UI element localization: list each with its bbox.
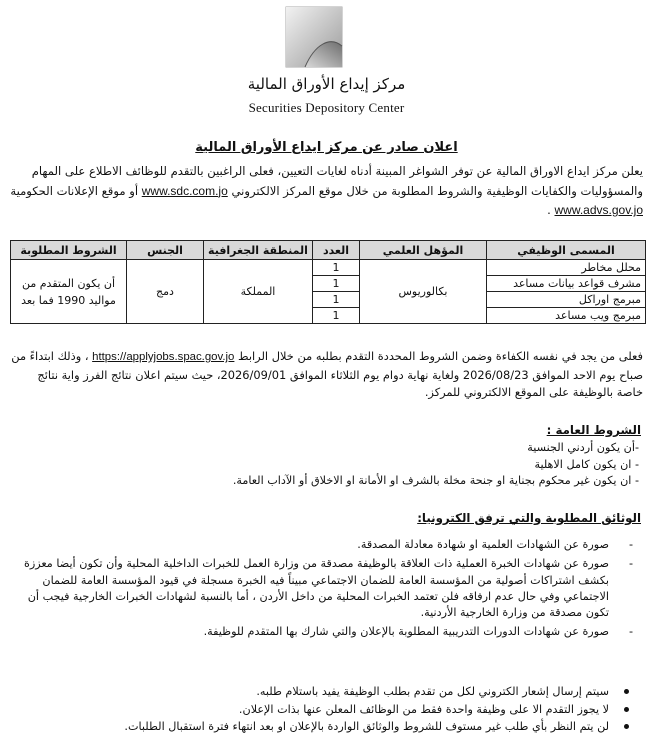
deadline-text-b: ، وذلك ابتداءً من صباح يوم الاحد الموافق 2026/08/23 ولغاية نهاية دوام يوم الثلاثاء الموافق 2026/09/01، حيث سيتم اعلان نتائج الفرز واية نتائج خاصة بالوظيفة على الموقع الالكتروني للمركز. (11, 349, 643, 399)
org-name-arabic: مركز إيداع الأوراق المالية (247, 75, 406, 93)
list-item (10, 718, 609, 736)
document-text: صورة عن شهادات الدورات التدريبية المطلوبة بالإعلان والتي شارك بها المتقدم للوظيفة. (203, 625, 609, 639)
count-cell: 1 (313, 292, 360, 308)
list-item (10, 556, 633, 621)
announcement-title: اعلان صادر عن مركز ايداع الأوراق المالية (195, 140, 458, 155)
count-cell: 1 (313, 260, 360, 276)
job-title-cell: مشرف قواعد بيانات مساعد (487, 276, 646, 292)
intro-mid-text: أو موقع الإعلانات الحكومية (10, 183, 139, 198)
job-title-cell: مبرمج اوراكل (487, 292, 646, 308)
dash-bullet-icon: - (628, 557, 633, 571)
qualification-cell: بكالوريوس (360, 260, 487, 324)
list-item (10, 683, 609, 701)
list-item: - ان يكون كامل الاهلية (534, 457, 639, 471)
gov-ads-website-link[interactable]: www.advs.gov.jo (554, 203, 643, 217)
apply-jobs-link[interactable]: https://applyjobs.spac.gov.jo (92, 351, 235, 363)
count-cell: 1 (313, 308, 360, 324)
dash-bullet-icon: - (628, 625, 633, 639)
header-gender: الجنس (127, 241, 204, 260)
note-text: لن يتم النظر بأي طلب غير مستوف للشروط والوثائق الواردة بالإعلان او بعد انتهاء فترة استقبال الطلبات. (124, 720, 609, 733)
folded-page-logo-icon (285, 6, 343, 68)
list-item (10, 624, 633, 640)
document-text: صورة عن الشهادات العلمية او شهادة معادلة المصدقة. (357, 538, 609, 551)
table-header-row (11, 241, 646, 260)
application-deadline-paragraph (10, 348, 643, 402)
list-item (10, 701, 609, 719)
header-job-title: المسمى الوظيفي (487, 241, 646, 260)
job-title-cell: مبرمج ويب مساعد (487, 308, 646, 324)
header-count: العدد (313, 241, 360, 260)
note-text: لا يجوز التقدم الا على وظيفة واحدة فقط من الوظائف المعلن عنها بذات الإعلان. (238, 702, 609, 716)
list-item (10, 537, 633, 553)
required-documents-list (10, 537, 633, 644)
region-cell: المملكة (204, 260, 313, 324)
intro-end-text: . (547, 203, 551, 217)
gender-cell: دمج (127, 260, 204, 324)
note-text: سيتم إرسال إشعار الكتروني لكل من تقدم بطلب الوظيفة يفيد باستلام طلبه. (256, 685, 609, 698)
conditions-cell: أن يكون المتقدم من مواليد 1990 فما بعد (11, 260, 127, 324)
vacancies-table (10, 240, 646, 324)
document-text: صورة عن شهادات الخبرة العملية ذات العلاقة بالوظيفة مصدقة من وزارة العمل للخبرات الداخلية المحلية وأن تكون أيضا معززة بكشف اشتراكات أصولية من المؤسسة العامة للضمان الاجتماعي مبيناً فيه الخبرة مسجلة في قيود المؤسسة العامة للضمان الاجتماعي وفي حال عدم ارفاقه فلن تعتمد الخبرات المحلية من داخل الأردن ، أما بالنسبة لشهادات الخبرات الخارجية فيجب أن تكون مصدقة من وزارة الخارجية الأردنية. (23, 557, 609, 620)
intro-text: يعلن مركز ايداع الاوراق المالية عن توفر الشواغر المبينة أدناه لغايات التعيين، فعلى الراغبين بالتقدم للوظائف الاطلاع على المهام والمسؤوليات والكفايات الوظيفية والشروط المطلوبة من خلال موقع المركز الالكتروني (31, 164, 643, 198)
count-cell: 1 (313, 276, 360, 292)
required-documents-title: الوثائق المطلوبة والتي ترفق الكترونيا: (417, 511, 641, 525)
table-row (11, 260, 646, 276)
notes-list (10, 683, 609, 736)
header-region: المنطقة الجغرافية (204, 241, 313, 260)
org-name-english: Securities Depository Center (248, 100, 405, 115)
dash-bullet-icon: - (628, 538, 633, 551)
bullet-icon (624, 724, 629, 729)
deadline-text-a: فعلى من يجد في نفسه الكفاءة وضمن الشروط المحددة التقدم بطلبه من خلال الرابط (238, 349, 643, 363)
job-title-cell: محلل مخاطر (487, 260, 646, 276)
list-item: -أن يكون أردني الجنسية (527, 441, 639, 454)
general-conditions-title: الشروط العامة : (546, 423, 641, 437)
intro-paragraph (10, 162, 643, 221)
general-conditions-list (10, 440, 639, 490)
bullet-icon (624, 689, 629, 694)
header-conditions: الشروط المطلوبة (11, 241, 127, 260)
list-item: - ان يكون غير محكوم بجناية او جنحة مخلة بالشرف او الأمانة او الاخلاق أو الآداب العامة. (232, 474, 639, 487)
bullet-icon (624, 707, 629, 712)
sdc-website-link[interactable]: www.sdc.com.jo (141, 183, 228, 198)
header-qualification: المؤهل العلمي (360, 241, 487, 260)
